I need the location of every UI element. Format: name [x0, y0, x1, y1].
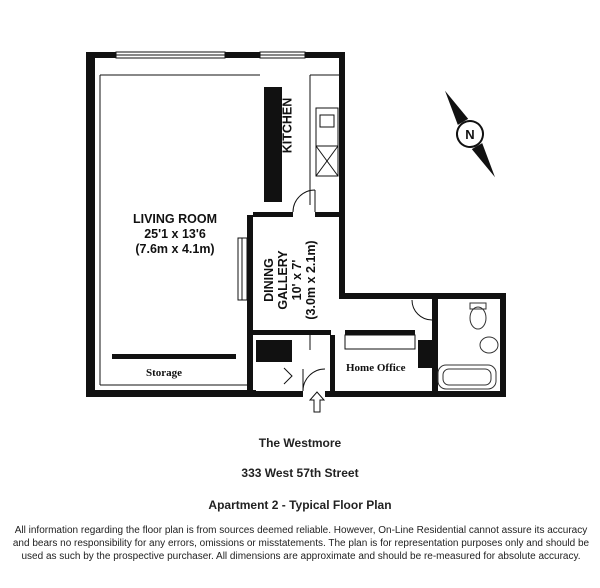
kitchen-name: KITCHEN — [280, 97, 295, 154]
disclaimer-line3: used as such by the prospective purchaser. All dimensions are approximate and should be re-measured for absolute accuracy. — [21, 551, 581, 562]
address: 333 West 57th Street — [241, 466, 359, 480]
kitchen-label — [281, 86, 296, 166]
living-room-dims-ft: 25'1 x 13'6 — [144, 227, 206, 241]
entry-arrow — [310, 392, 324, 412]
living-room-dims-m: (7.6m x 4.1m) — [135, 242, 215, 256]
dining-dims-ft: 10' x 7' — [290, 259, 304, 301]
bathroom-fixtures — [438, 303, 498, 389]
dining-dims-m: (3.0m x 2.1m) — [304, 240, 318, 320]
storage-label: Storage — [146, 367, 183, 379]
disclaimer-line2: and bears no responsibility for any errors, omissions or misstatements. The plan is for representation purposes only and should be — [12, 538, 590, 549]
dining-line1: DINING — [262, 258, 276, 302]
building-name: The Westmore — [258, 436, 342, 450]
compass-letter: N — [465, 127, 475, 142]
living-room-name: LIVING ROOM — [132, 212, 218, 226]
dining-line2: GALLERY — [276, 250, 290, 310]
living-room-label — [110, 212, 240, 257]
disclaimer-line1: All information regarding the floor plan is from sources deemed reliable. However, On-Line Residential cannot assure its accuracy — [14, 525, 588, 536]
plan-title: Apartment 2 - Typical Floor Plan — [208, 498, 392, 512]
home-office-label: Home Office — [346, 362, 406, 374]
dining-gallery-label — [262, 210, 318, 350]
disclaimer — [8, 524, 594, 563]
